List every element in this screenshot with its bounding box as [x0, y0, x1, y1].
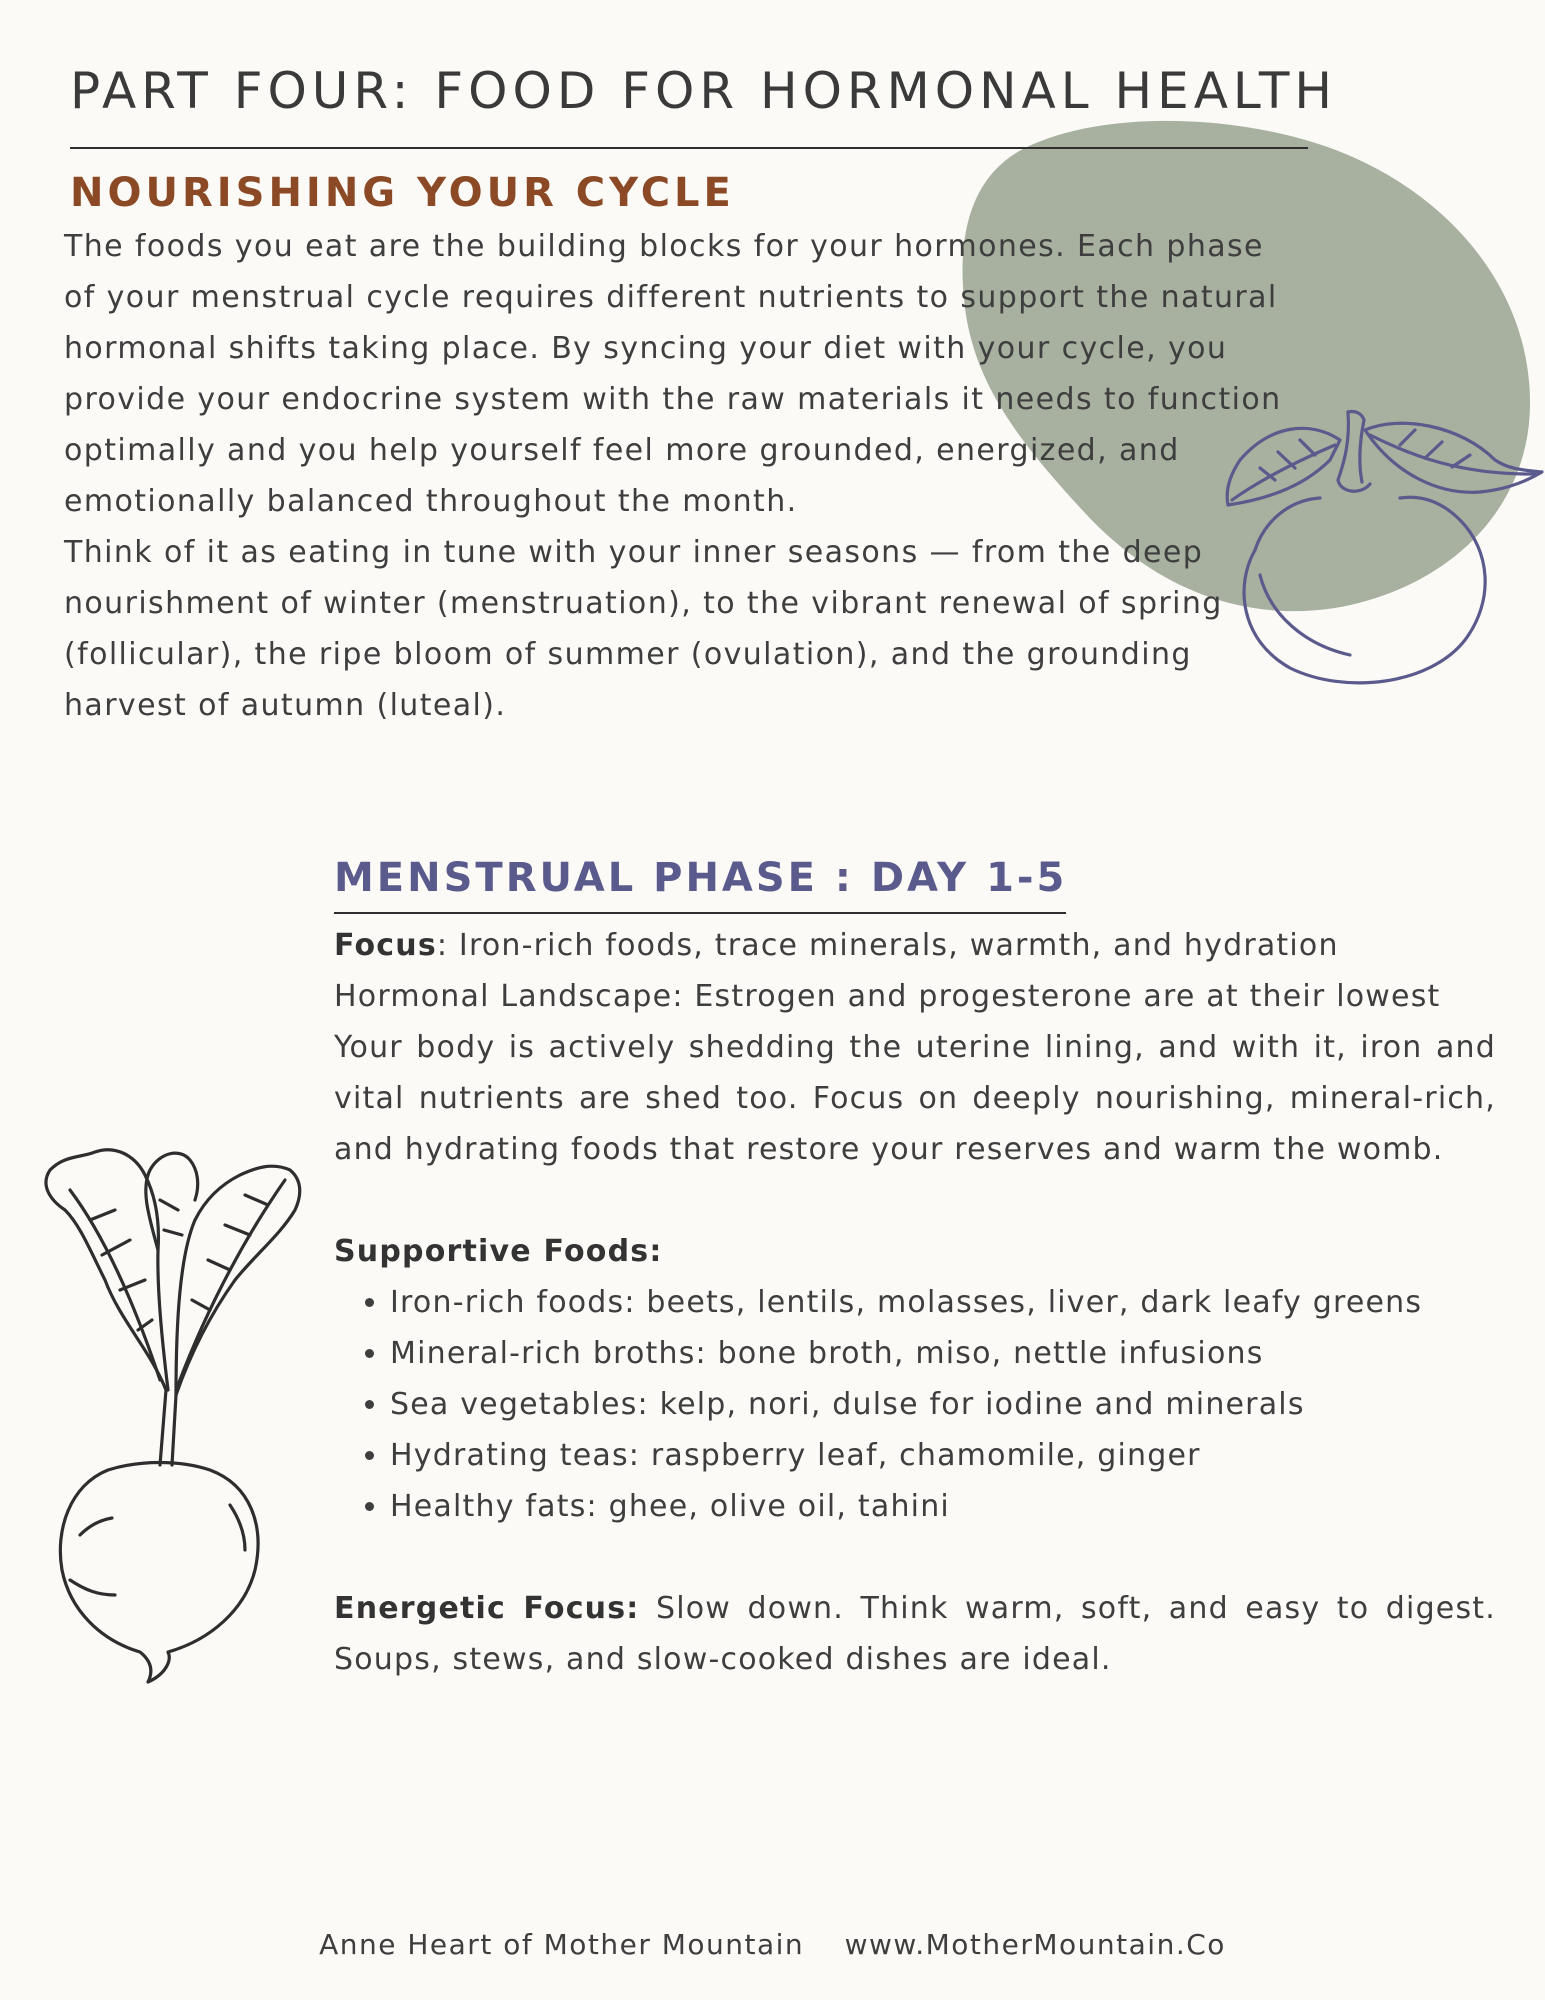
page-title: PART FOUR: FOOD FOR HORMONAL HEALTH [70, 62, 1338, 120]
section-heading: NOURISHING YOUR CYCLE [70, 170, 735, 216]
footer-website-link[interactable]: www.MotherMountain.Co [844, 1928, 1226, 1961]
list-item: • Sea vegetables: kelp, nori, dulse for iodine and minerals [390, 1379, 1496, 1430]
focus-line [334, 920, 1496, 971]
intro-text [64, 221, 1284, 731]
focus-label: Focus [334, 928, 437, 963]
phase-description: Your body is actively shedding the uterine lining, and with it, iron and vital nutrients are shed too. Focus on deeply nourishing, mineral-rich, and hydrating foods that restore your reserves and warm the womb. [334, 1030, 1496, 1167]
intro-paragraph: Think of it as eating in tune with your inner seasons — from the deep nourishment of winter (menstruation), to the vibrant renewal of spring (follicular), the ripe bloom of summer (ovulation), and the grounding harvest of autumn (luteal). [64, 535, 1223, 723]
energetic-text: Slow down. Think warm, soft, and easy to digest. Soups, stews, and slow-cooked dishes are ideal. [334, 1591, 1496, 1677]
footer [0, 1928, 1545, 1961]
intro-paragraph: The foods you eat are the building blocks for your hormones. Each phase of your menstrual cycle requires different nutrients to support the natural hormonal shifts taking place. By syncing your diet with your cycle, you provide your endocrine system with the raw materials it needs to function optimally and you help yourself feel more grounded, energized, and emotionally balanced throughout the month. [64, 229, 1282, 519]
list-item: • Healthy fats: ghee, olive oil, tahini [390, 1481, 1496, 1532]
focus-text: : Iron-rich foods, trace minerals, warmth, and hydration [436, 928, 1339, 963]
phase-body [334, 920, 1496, 1685]
list-item: • Mineral-rich broths: bone broth, miso, nettle infusions [390, 1328, 1496, 1379]
supportive-foods-label: Supportive Foods: [334, 1234, 663, 1269]
energetic-label: Energetic Focus: [334, 1591, 640, 1626]
hormonal-landscape: Hormonal Landscape: Estrogen and progesterone are at their lowest [334, 979, 1441, 1014]
title-divider [70, 147, 1308, 149]
phase-divider [334, 912, 1066, 914]
list-item: • Iron-rich foods: beets, lentils, molasses, liver, dark leafy greens [390, 1277, 1496, 1328]
phase-heading: MENSTRUAL PHASE : DAY 1-5 [334, 855, 1068, 901]
supportive-foods-list [334, 1277, 1496, 1532]
beet-illustration [40, 1140, 340, 1700]
footer-author: Anne Heart of Mother Mountain [319, 1928, 805, 1961]
energetic-focus [334, 1583, 1496, 1685]
list-item: • Hydrating teas: raspberry leaf, chamomile, ginger [390, 1430, 1496, 1481]
